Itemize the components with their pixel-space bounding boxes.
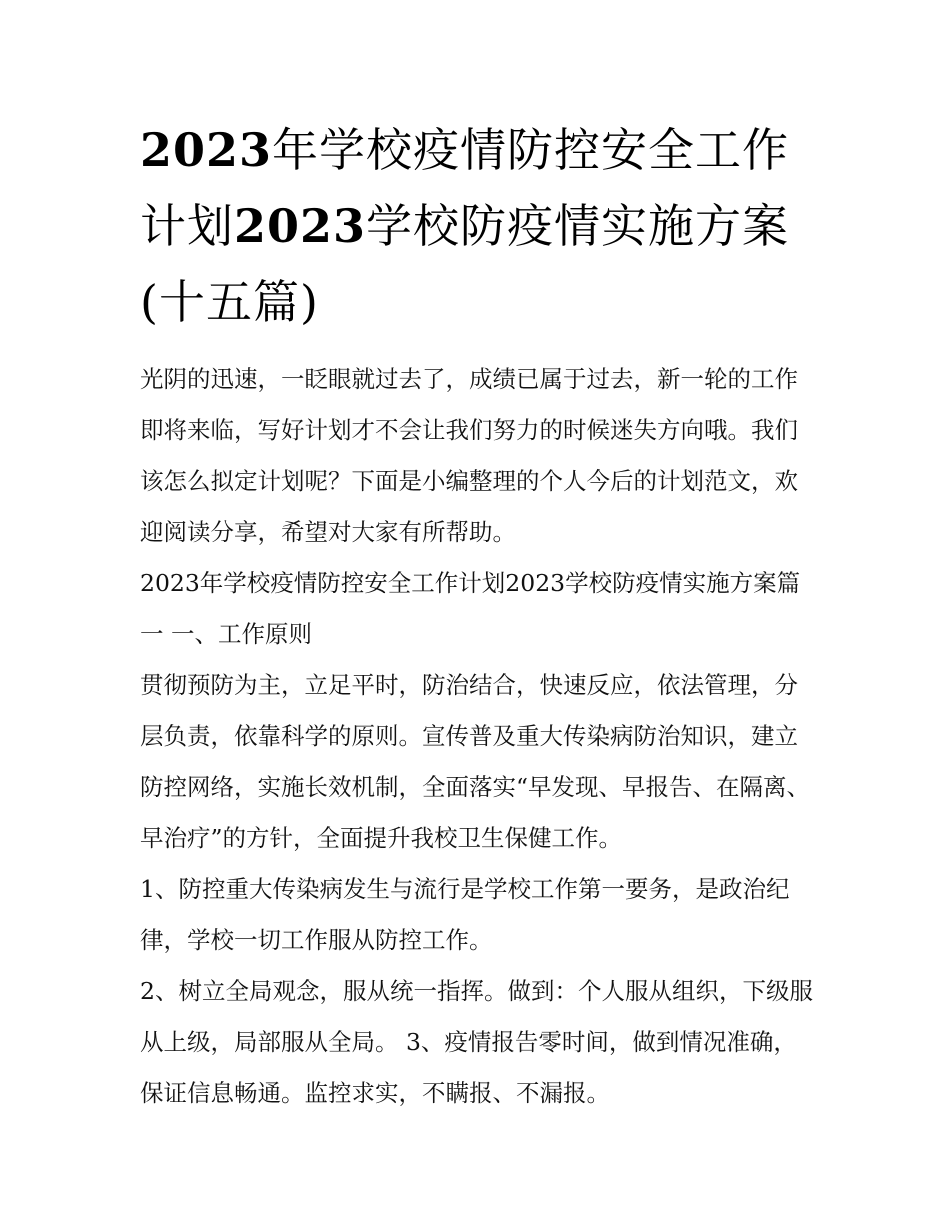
paragraph-intro: 光阴的迅速，一眨眼就过去了，成绩已属于过去，新一轮的工作即将来临，写好计划才不会让我们努力的时候迷失方向哦。我们该怎么拟定计划呢？下面是小编整理的个人今后的计划范文，欢迎阅读分享，希望对大家有所帮助。	[140, 365, 798, 546]
document-page	[140, 112, 820, 1119]
paragraph-item-1: 1、防控重大传染病发生与流行是学校工作第一要务，是政治纪律，学校一切工作服从防控工作。	[140, 875, 790, 954]
paragraph-item-2-3: 2、树立全局观念，服从统一指挥。做到：个人服从组织，下级服从上级，局部服从全局。 3、疫情报告零时间，做到情况准确，保证信息畅通。监控求实，不瞒报、不漏报。	[140, 977, 813, 1107]
paragraph-section-heading: 2023年学校疫情防控安全工作计划2023学校防疫情实施方案篇一 一、工作原则	[140, 569, 801, 648]
document-title: 2023年学校疫情防控安全工作计划2023学校防疫情实施方案(十五篇)	[140, 123, 790, 329]
paragraph-principles: 贯彻预防为主，立足平时，防治结合，快速反应，依法管理，分层负责，依靠科学的原则。宣传普及重大传染病防治知识，建立防控网络，实施长效机制，全面落实“早发现、早报告、在隔离、早治疗”的方针，全面提升我校卫生保健工作。	[140, 671, 811, 852]
document-body	[140, 354, 820, 1119]
